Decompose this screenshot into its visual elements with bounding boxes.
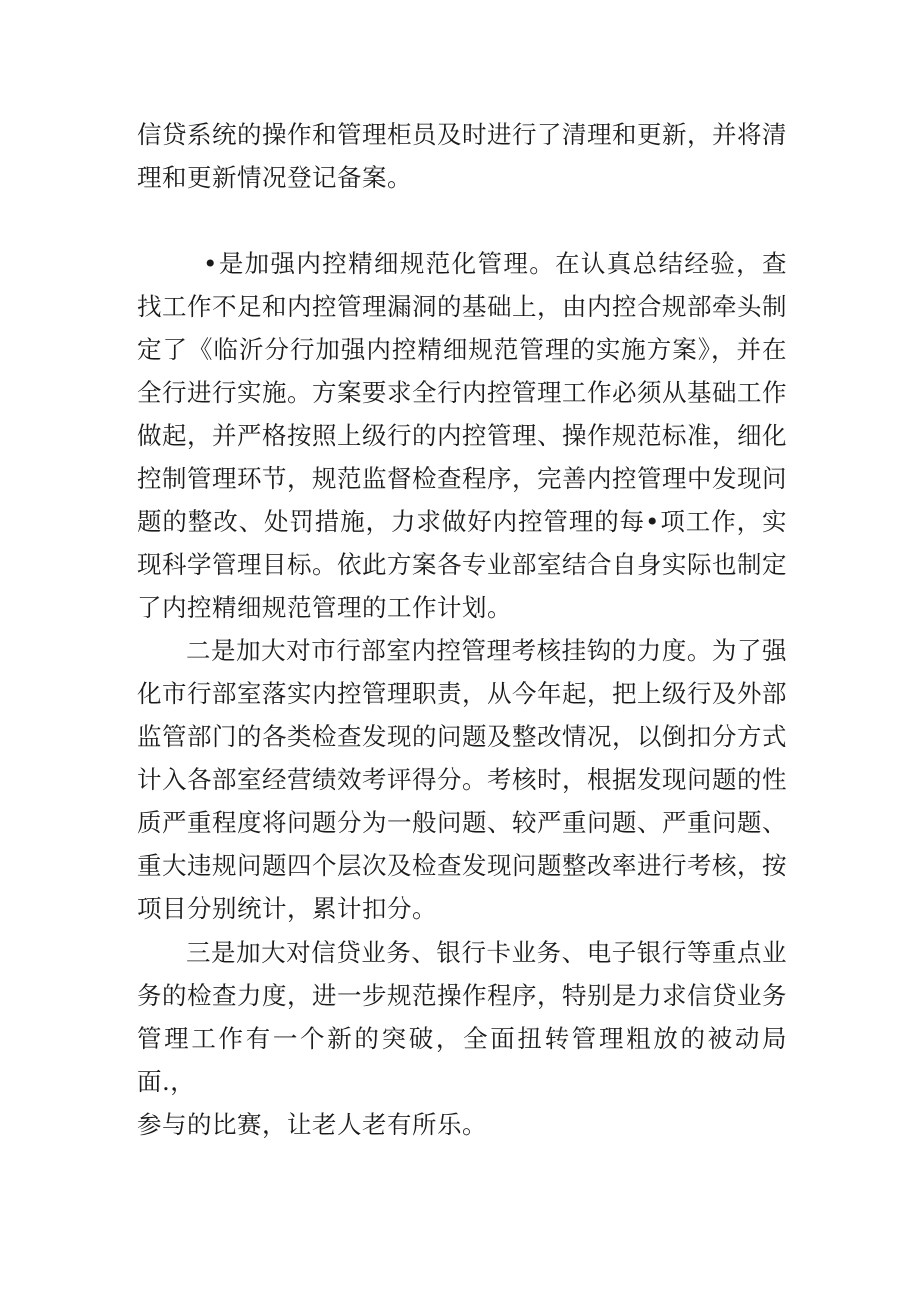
paragraph-assessment-linkage: 二是加大对市行部室内控管理考核挂钩的力度。为了强化市行部室落实内控管理职责，从今年起，把上级行及外部监管部门的各类检查发现的问题及整改情况，以倒扣分方式计入各部室经营绩效考评得分。考核时，根据发现问题的性质严重程度将问题分为一般问题、较严重问题、严重问题、重大违规问题四个层次及检查发现问题整改率进行考核，按项目分别统计，累计扣分。 bbox=[137, 636, 787, 923]
paragraph-elderly-activities: 参与的比赛，让老人老有所乐。 bbox=[137, 1110, 487, 1139]
paragraph-continuation: 信贷系统的操作和管理柜员及时进行了清理和更新，并将清理和更新情况登记备案。 bbox=[137, 120, 787, 192]
paragraph-internal-control-refinement: •是加强内控精细规范化管理。在认真总结经验，查找工作不足和内控管理漏洞的基础上，由内控合规部牵头制定了《临沂分行加强内控精细规范管理的实施方案》，并在全行进行实施。方案要求全行内控管理工作必须从基础工作做起，并严格按照上级行的内控管理、操作规范标准，细化控制管理环节，规范监督检查程序，完善内控管理中发现问题的整改、处罚措施，力求做好内控管理的每•项工作，实现科学管理目标。依此方案各专业部室结合自身实际也制定了内控精细规范管理的工作计划。 bbox=[137, 249, 787, 622]
paragraph-key-business-inspection: 三是加大对信贷业务、银行卡业务、电子银行等重点业务的检查力度，进一步规范操作程序，特别是力求信贷业务管理工作有一个新的突破，全面扭转管理粗放的被动局面.， bbox=[137, 938, 787, 1096]
